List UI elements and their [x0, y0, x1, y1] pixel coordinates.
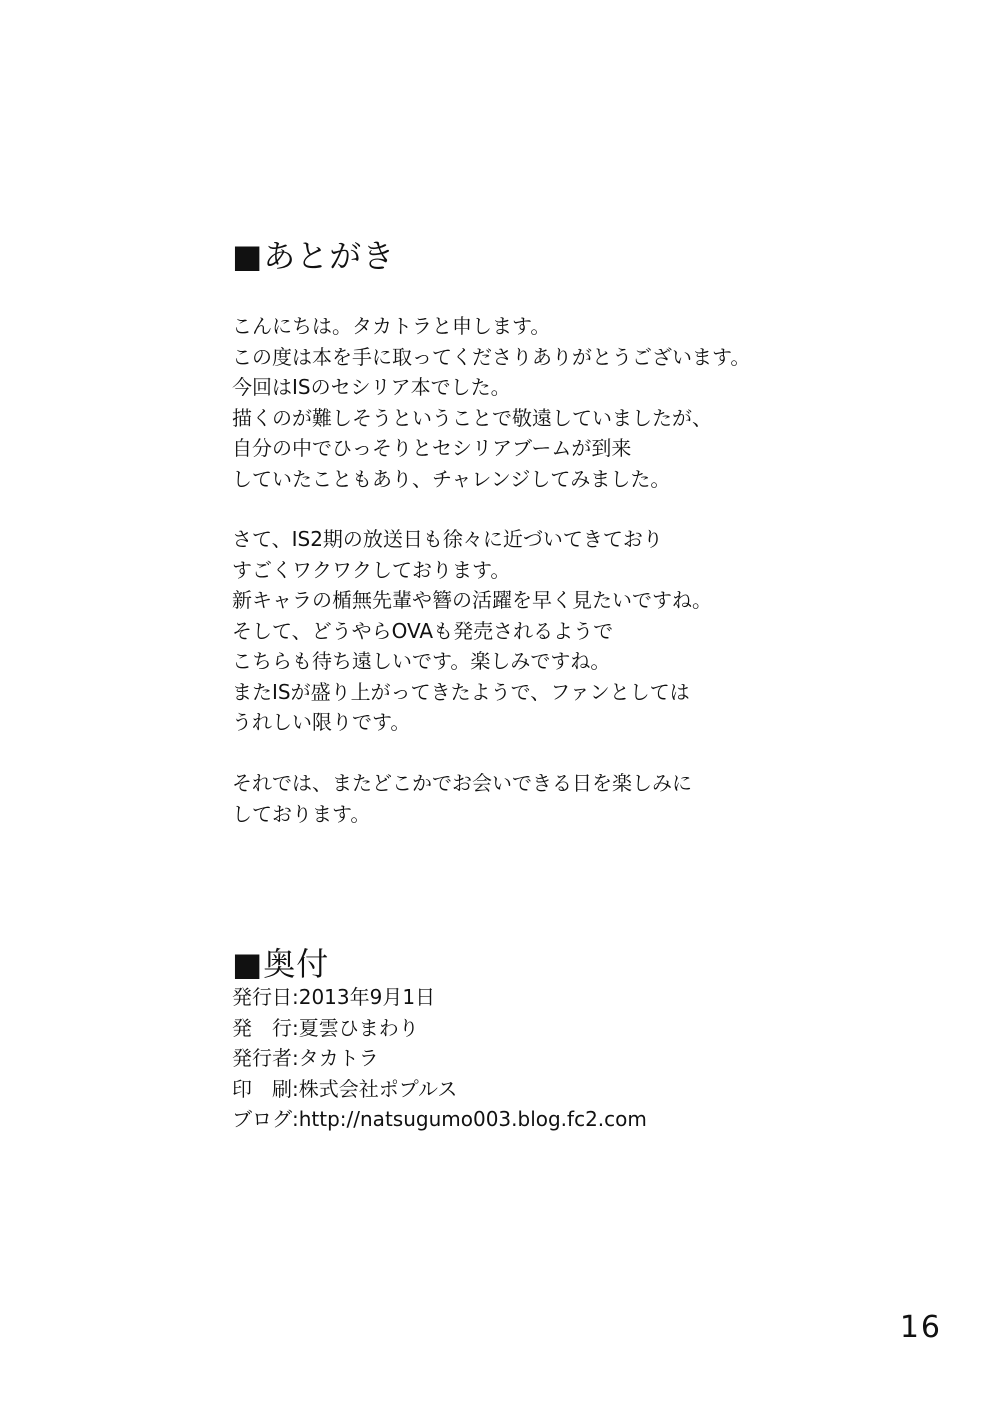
- afterword-paragraph-3: [232, 768, 692, 829]
- afterword-paragraph-1: [232, 311, 750, 494]
- text-line: 新キャラの楯無先輩や簪の活躍を早く見たいですね。: [232, 588, 712, 612]
- colophon-list: [232, 982, 647, 1135]
- afterword-heading: ■あとがき: [232, 237, 396, 275]
- text-line: またISが盛り上がってきたようで、ファンとしては: [232, 679, 690, 704]
- text-line: この度は本を手に取ってくださりありがとうございます。: [232, 344, 751, 369]
- text-line: そして、どうやらOVAも発売されるようで: [232, 618, 614, 643]
- text-line: こんにちは。タカトラと申します。: [232, 314, 551, 338]
- text-line: 自分の中でひっそりとセシリアブームが到来: [232, 436, 632, 460]
- text-line: うれしい限りです。: [232, 710, 411, 734]
- text-line: こちらも待ち遠しいです。楽しみですね。: [232, 649, 611, 673]
- page-number: 16: [899, 1310, 942, 1345]
- colophon-publisher: 発 行:夏雲ひまわり: [232, 1015, 419, 1040]
- afterword-paragraph-2: [232, 524, 712, 738]
- text-line: 今回はISのセシリア本でした。: [232, 375, 511, 399]
- text-line: それでは、またどこかでお会いできる日を楽しみに: [232, 771, 692, 795]
- text-line: すごくワクワクしております。: [232, 557, 511, 582]
- colophon-heading: ■奥付: [232, 945, 330, 983]
- text-line: しております。: [232, 801, 371, 826]
- text-line: 描くのが難しそうということで敬遠していましたが、: [232, 405, 712, 430]
- text-line: していたこともあり、チャレンジしてみました。: [232, 466, 671, 491]
- colophon-issuer: 発行者:タカトラ: [232, 1046, 379, 1070]
- colophon-publish-date: 発行日:2013年9月1日: [232, 985, 436, 1009]
- colophon-blog-url: ブログ:http://natsugumo003.blog.fc2.com: [232, 1107, 647, 1131]
- colophon-printer: 印 刷:株式会社ポプルス: [232, 1076, 458, 1101]
- text-line: さて、IS2期の放送日も徐々に近づいてきており: [232, 527, 663, 551]
